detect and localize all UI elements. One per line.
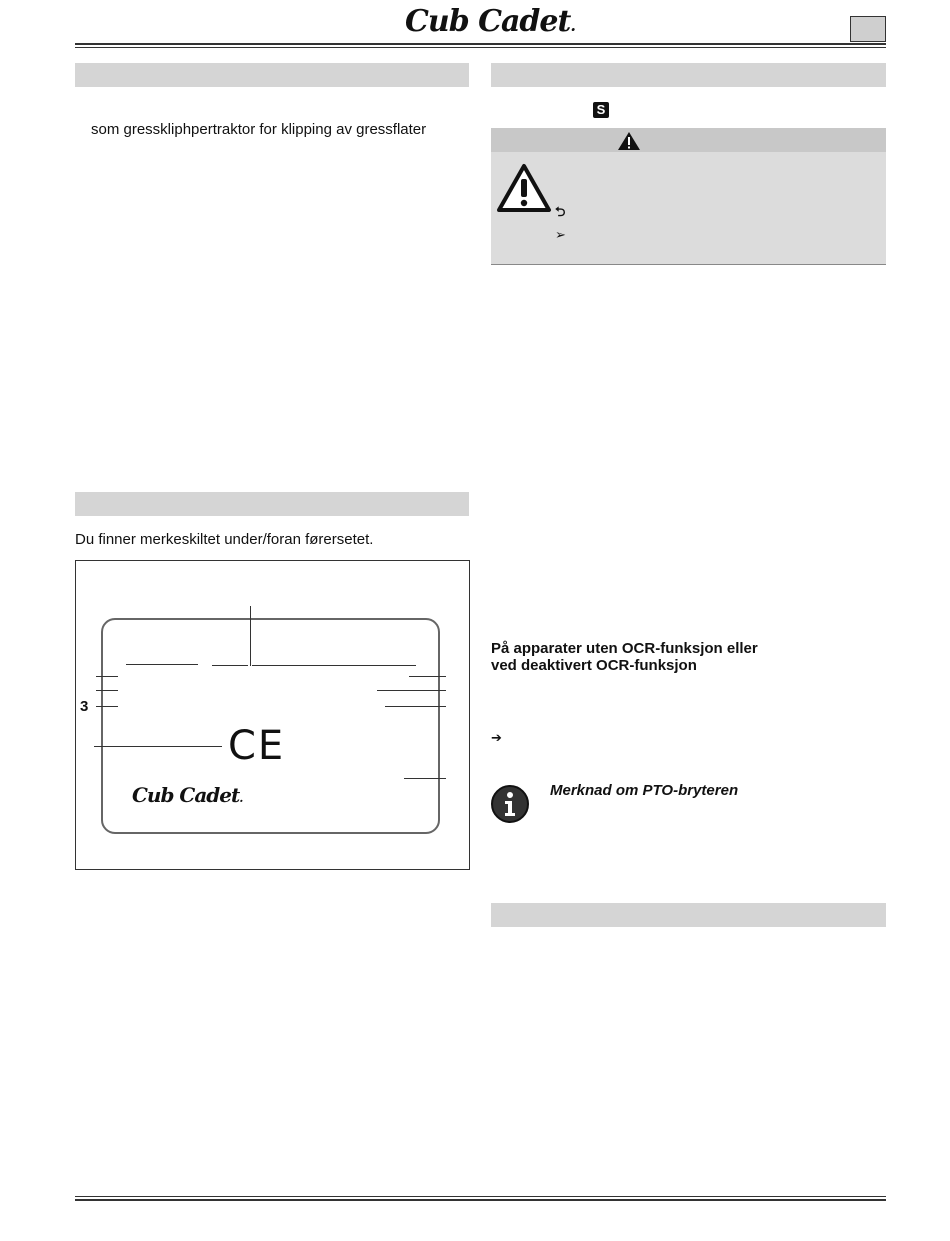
plate-leader-right-3: [385, 706, 446, 707]
plate-leader-left-2: [96, 690, 118, 691]
plate-brand: Cub Cadet: [132, 783, 240, 807]
plate-leader-left-ce: [94, 746, 222, 747]
footer-rule-bottom: [75, 1199, 886, 1201]
right-section-band-2: [491, 903, 886, 927]
plate-leader-right-4: [404, 778, 446, 779]
note-heading: Merknad om PTO-bryteren: [550, 782, 739, 799]
plate-logo: [132, 783, 242, 807]
plate-brand-mark: .: [239, 791, 243, 805]
intro-text: som gresskliphpertraktor for klipping av gressflater: [91, 121, 427, 138]
plate-leader-left-3: [96, 706, 118, 707]
ocr-heading-line-2: ved deaktivert OCR-funksjon: [491, 657, 697, 674]
warning-triangle-icon: [496, 163, 552, 213]
left-section-band-1: [75, 63, 469, 87]
arrow-bullet: ➔: [491, 730, 502, 745]
plate-leader-right-1: [409, 676, 446, 677]
plate-leader-right-2: [377, 690, 446, 691]
header-rule-bottom: [75, 47, 886, 48]
page-tab-box: [850, 16, 886, 42]
plate-line-top-right: [252, 665, 416, 666]
footer-rule-top: [75, 1196, 886, 1197]
header-brand-mark: .: [570, 16, 575, 35]
warning-box: [491, 128, 886, 265]
plate-leader-top-vertical: [250, 606, 251, 666]
warning-bullet-circle: ⮌: [555, 204, 566, 219]
ocr-heading-line-1: På apparater uten OCR-funksjon eller: [491, 640, 758, 657]
ce-mark: CE: [228, 723, 286, 769]
header-rule-top: [75, 43, 886, 45]
plate-label-3: 3: [80, 698, 89, 715]
header-brand: Cub Cadet: [405, 4, 571, 39]
plate-line-top-left: [126, 664, 198, 665]
warning-header-icon: [617, 131, 641, 151]
s-badge: S: [593, 102, 609, 118]
info-circle-icon: [490, 784, 530, 824]
warning-bullet-arrow: ➢: [555, 227, 566, 242]
warning-header: [491, 128, 886, 152]
header-logo: [405, 4, 575, 39]
plate-location-text: Du finner merkeskiltet under/foran førersetet.: [75, 531, 374, 548]
plate-leader-left-1: [96, 676, 118, 677]
right-section-band-1: [491, 63, 886, 87]
left-section-band-2: [75, 492, 469, 516]
plate-line-top-mid: [212, 665, 248, 666]
